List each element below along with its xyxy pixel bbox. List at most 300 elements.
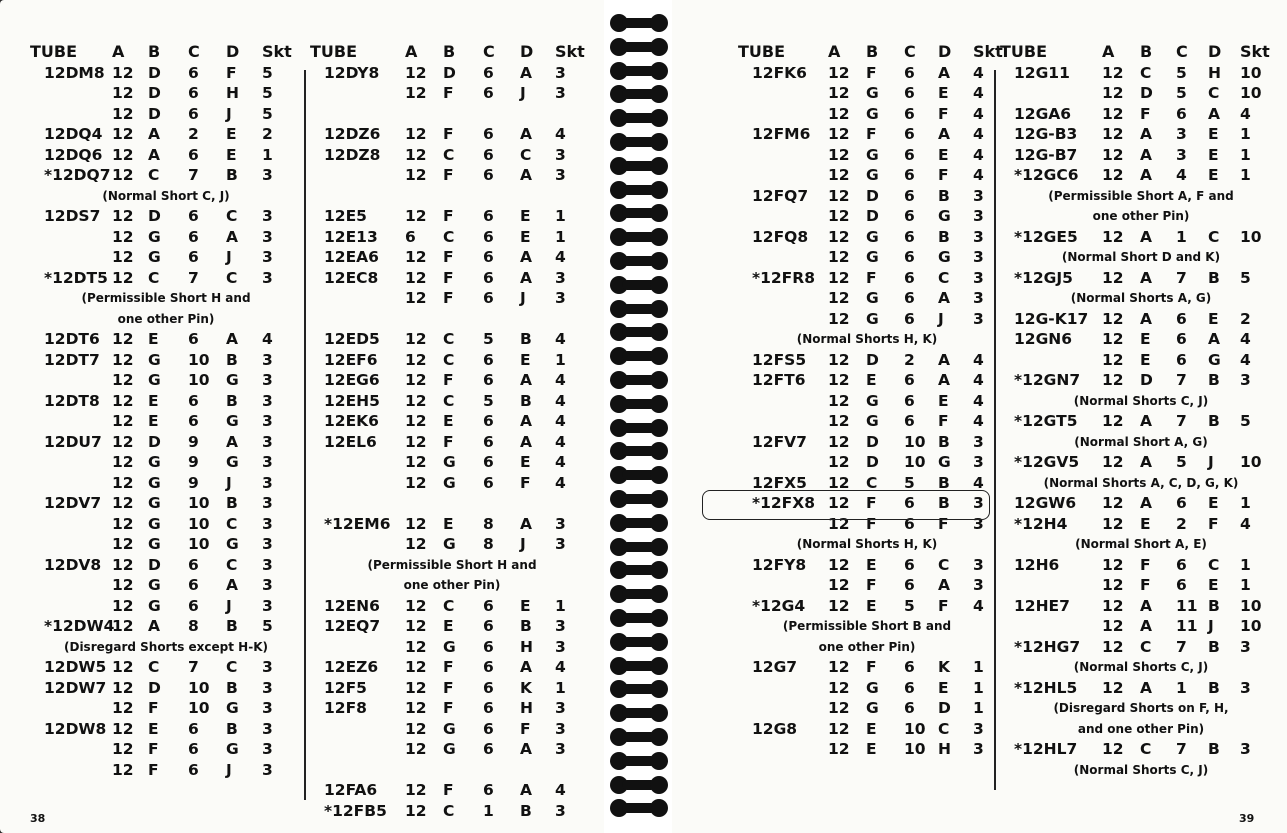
- cell-b: G: [866, 289, 879, 307]
- table-row: [310, 514, 594, 535]
- cell-d: G: [938, 248, 951, 266]
- table-row: [1000, 411, 1282, 432]
- cell-a: 12: [1102, 617, 1124, 635]
- cell-a: 12: [1102, 576, 1124, 594]
- cell-skt: 4: [973, 473, 984, 492]
- cell-a: 12: [112, 330, 134, 348]
- cell-skt: 4: [1240, 104, 1251, 123]
- table-row: [30, 227, 302, 248]
- table-row: [30, 739, 302, 760]
- cell-c: 6: [483, 596, 494, 615]
- cell-a: 12: [112, 596, 134, 615]
- cell-b: C: [443, 330, 455, 348]
- cell-d: G: [226, 453, 239, 471]
- note: (Permissible Short B and: [782, 619, 952, 633]
- cell-c: 6: [188, 145, 199, 164]
- cell-c: 6: [904, 309, 915, 328]
- cell-b: A: [1140, 145, 1152, 164]
- spacer: [310, 104, 594, 125]
- cell-b: G: [866, 248, 879, 266]
- cell-c: 7: [1176, 371, 1187, 389]
- cell-d: E: [938, 84, 949, 102]
- tube-name: *12GN7: [1014, 371, 1081, 389]
- cell-skt: 1: [1240, 494, 1251, 512]
- cell-b: G: [148, 514, 161, 533]
- cell-c: 10: [188, 514, 210, 533]
- table-row: [310, 739, 594, 760]
- cell-b: D: [148, 207, 161, 225]
- binding-hole: [650, 680, 668, 698]
- header-d: D: [520, 42, 534, 61]
- cell-skt: 5: [1240, 268, 1251, 287]
- cell-d: E: [1208, 494, 1219, 512]
- cell-c: 6: [904, 576, 915, 594]
- cell-d: C: [226, 207, 238, 225]
- cell-b: G: [443, 740, 456, 758]
- cell-b: G: [866, 166, 879, 184]
- tube-name: *12GC6: [1014, 166, 1079, 184]
- table-row: [738, 309, 996, 330]
- table-row: [310, 370, 594, 391]
- table-row: [310, 145, 594, 166]
- binding-hole: [650, 323, 668, 341]
- header-a: A: [828, 42, 841, 61]
- tube-name: 12DV8: [44, 555, 102, 574]
- binding-hole: [650, 276, 668, 294]
- header-a: A: [112, 42, 125, 61]
- cell-skt: 4: [555, 432, 566, 451]
- table-row: [1000, 350, 1282, 371]
- cell-skt: 3: [262, 207, 273, 225]
- cell-b: D: [148, 63, 161, 82]
- cell-c: 6: [483, 268, 494, 287]
- cell-c: 6: [1176, 576, 1187, 594]
- cell-b: F: [443, 432, 454, 451]
- table-row: [738, 104, 996, 125]
- cell-d: B: [520, 801, 532, 820]
- table-row: [310, 391, 594, 412]
- tube-name: 12EL6: [324, 432, 377, 451]
- cell-b: F: [443, 84, 454, 102]
- cell-skt: 1: [1240, 576, 1251, 594]
- binding-hole: [650, 609, 668, 627]
- cell-a: 12: [112, 350, 134, 369]
- note: (Normal Shorts H, K): [796, 332, 938, 346]
- tube-name: 12DZ8: [324, 145, 381, 164]
- cell-b: C: [443, 801, 455, 820]
- cell-a: 12: [405, 350, 427, 369]
- cell-d: E: [226, 125, 237, 143]
- cell-skt: 10: [1240, 227, 1262, 246]
- cell-b: A: [1140, 412, 1152, 430]
- cell-b: G: [866, 227, 879, 246]
- header-d: D: [1208, 42, 1222, 61]
- cell-a: 12: [828, 391, 850, 410]
- cell-a: 12: [405, 166, 427, 184]
- cell-c: 11: [1176, 617, 1198, 635]
- cell-a: 12: [1102, 227, 1124, 246]
- cell-d: J: [520, 535, 526, 553]
- cell-c: 2: [904, 350, 915, 369]
- cell-d: A: [520, 268, 532, 287]
- cell-a: 12: [112, 719, 134, 738]
- cell-d: H: [520, 637, 533, 656]
- cell-c: 6: [188, 207, 199, 225]
- cell-b: G: [443, 473, 456, 492]
- cell-b: A: [148, 617, 160, 635]
- cell-b: F: [866, 658, 877, 676]
- cell-skt: 3: [262, 432, 273, 451]
- cell-skt: 5: [262, 617, 273, 635]
- cell-c: 6: [188, 227, 199, 246]
- tube-name: 12F5: [324, 678, 367, 697]
- cell-c: 10: [188, 350, 210, 369]
- cell-skt: 3: [262, 699, 273, 717]
- cell-a: 12: [828, 494, 850, 512]
- cell-a: 12: [112, 555, 134, 574]
- cell-a: 12: [112, 412, 134, 430]
- table-row: [30, 493, 302, 514]
- cell-d: B: [226, 494, 238, 512]
- cell-a: 12: [1102, 350, 1124, 369]
- cell-skt: 4: [973, 166, 984, 184]
- cell-a: 12: [405, 637, 427, 656]
- cell-a: 12: [405, 432, 427, 451]
- cell-skt: 4: [1240, 350, 1251, 369]
- table-row: [310, 616, 594, 637]
- cell-b: E: [866, 596, 877, 615]
- cell-c: 6: [483, 207, 494, 225]
- cell-d: H: [1208, 63, 1221, 82]
- cell-c: 6: [483, 248, 494, 266]
- header-d: D: [938, 42, 952, 61]
- cell-d: C: [1208, 227, 1220, 246]
- binding-hole: [650, 799, 668, 817]
- cell-a: 12: [112, 391, 134, 410]
- binding-hole: [650, 466, 668, 484]
- cell-b: G: [866, 309, 879, 328]
- note: (Normal Shorts A, G): [1070, 291, 1212, 305]
- cell-skt: 1: [1240, 145, 1251, 164]
- cell-c: 6: [904, 678, 915, 697]
- cell-c: 10: [188, 678, 210, 697]
- cell-a: 12: [828, 84, 850, 102]
- cell-a: 12: [828, 678, 850, 697]
- spacer: [310, 760, 594, 781]
- note: (Normal Short D and K): [1061, 250, 1221, 264]
- cell-d: D: [938, 699, 951, 717]
- cell-b: E: [148, 412, 159, 430]
- cell-b: G: [148, 453, 161, 471]
- table-row: [1000, 83, 1282, 104]
- table-row: [310, 247, 594, 268]
- cell-b: G: [443, 453, 456, 471]
- cell-skt: 3: [262, 740, 273, 758]
- cell-a: 12: [112, 145, 134, 164]
- cell-b: C: [443, 391, 455, 410]
- cell-b: D: [866, 453, 879, 471]
- cell-c: 6: [904, 268, 915, 287]
- cell-d: G: [226, 412, 239, 430]
- cell-skt: 3: [973, 432, 984, 451]
- cell-c: 5: [1176, 453, 1187, 471]
- column-divider: [304, 70, 306, 800]
- cell-a: 12: [112, 371, 134, 389]
- cell-c: 6: [188, 248, 199, 266]
- cell-skt: 4: [555, 473, 566, 492]
- cell-c: 9: [188, 473, 199, 492]
- table-row: [310, 698, 594, 719]
- cell-skt: 3: [555, 535, 566, 553]
- cell-c: 6: [904, 514, 915, 533]
- table-row: [1000, 514, 1282, 535]
- binding-hole: [650, 752, 668, 770]
- table-row: [1000, 165, 1282, 186]
- table-row: [30, 616, 302, 637]
- cell-c: 10: [188, 535, 210, 553]
- cell-a: 12: [112, 699, 134, 717]
- cell-a: 12: [828, 166, 850, 184]
- cell-d: G: [226, 699, 239, 717]
- cell-a: 12: [1102, 104, 1124, 123]
- cell-d: C: [226, 555, 238, 574]
- cell-c: 6: [904, 248, 915, 266]
- table-row: [738, 186, 996, 207]
- cell-skt: 4: [973, 350, 984, 369]
- cell-a: 12: [112, 63, 134, 82]
- binding-hole: [650, 538, 668, 556]
- table-row: [1000, 227, 1282, 248]
- table-row: [30, 657, 302, 678]
- cell-skt: 1: [1240, 555, 1251, 574]
- cell-d: J: [226, 104, 232, 123]
- cell-c: 10: [904, 719, 926, 738]
- tube-name: *12HL5: [1014, 678, 1078, 697]
- cell-c: 5: [483, 391, 494, 410]
- cell-skt: 4: [973, 596, 984, 615]
- cell-c: 6: [904, 391, 915, 410]
- cell-d: F: [938, 166, 949, 184]
- cell-skt: 3: [262, 760, 273, 779]
- header-skt: Skt: [1240, 42, 1270, 61]
- tube-name: 12DQ4: [44, 125, 103, 143]
- tube-name: 12GN6: [1014, 330, 1073, 348]
- cell-b: G: [148, 494, 161, 512]
- cell-c: 6: [904, 207, 915, 225]
- cell-skt: 3: [973, 494, 984, 512]
- binding-hole: [650, 490, 668, 508]
- cell-a: 12: [405, 453, 427, 471]
- cell-b: A: [1140, 617, 1152, 635]
- cell-b: G: [866, 699, 879, 717]
- table-row: [738, 698, 996, 719]
- cell-c: 6: [483, 371, 494, 389]
- cell-c: 6: [483, 412, 494, 430]
- cell-b: F: [1140, 555, 1151, 574]
- cell-a: 12: [112, 268, 134, 287]
- cell-a: 12: [112, 125, 134, 143]
- cell-b: F: [443, 699, 454, 717]
- cell-c: 10: [904, 453, 926, 471]
- cell-d: A: [520, 781, 532, 799]
- cell-a: 12: [112, 678, 134, 697]
- binding-hole: [650, 252, 668, 270]
- table-row: [738, 575, 996, 596]
- table-row: [30, 329, 302, 350]
- tube-name: *12FB5: [324, 801, 387, 820]
- cell-a: 12: [405, 145, 427, 164]
- cell-a: 12: [405, 207, 427, 225]
- cell-d: C: [938, 268, 950, 287]
- cell-a: 12: [112, 514, 134, 533]
- cell-skt: 4: [555, 125, 566, 143]
- cell-d: A: [1208, 330, 1220, 348]
- header-c: C: [1176, 42, 1188, 61]
- cell-b: G: [148, 596, 161, 615]
- cell-a: 12: [828, 289, 850, 307]
- cell-a: 12: [405, 596, 427, 615]
- cell-skt: 3: [262, 514, 273, 533]
- cell-d: E: [938, 678, 949, 697]
- cell-d: B: [226, 166, 238, 184]
- cell-d: A: [226, 330, 238, 348]
- tube-name: 12DT8: [44, 391, 100, 410]
- cell-skt: 4: [555, 412, 566, 430]
- table-row: [1000, 493, 1282, 514]
- cell-a: 12: [1102, 453, 1124, 471]
- cell-a: 12: [828, 309, 850, 328]
- cell-d: B: [1208, 268, 1220, 287]
- cell-c: 7: [1176, 412, 1187, 430]
- cell-d: A: [520, 658, 532, 676]
- cell-c: 9: [188, 432, 199, 451]
- cell-skt: 3: [262, 494, 273, 512]
- binding-hole: [650, 38, 668, 56]
- table-row: [30, 514, 302, 535]
- cell-b: E: [1140, 330, 1151, 348]
- cell-c: 6: [483, 63, 494, 82]
- cell-d: F: [938, 412, 949, 430]
- note: one other Pin): [117, 311, 215, 326]
- cell-c: 6: [483, 453, 494, 471]
- note: (Normal Shorts A, C, D, G, K): [1043, 475, 1239, 490]
- note: (Normal Short C, J): [102, 188, 230, 203]
- table-row: [310, 350, 594, 371]
- tube-name: *12DW4: [44, 617, 115, 635]
- cell-a: 12: [1102, 145, 1124, 164]
- cell-d: C: [938, 719, 950, 738]
- cell-a: 12: [405, 699, 427, 717]
- cell-a: 12: [112, 494, 134, 512]
- cell-skt: 3: [973, 719, 984, 738]
- cell-b: A: [1140, 227, 1152, 246]
- cell-d: A: [520, 740, 532, 758]
- cell-skt: 2: [262, 125, 273, 143]
- cell-b: G: [866, 145, 879, 164]
- cell-b: D: [866, 186, 879, 205]
- cell-b: G: [443, 637, 456, 656]
- cell-b: C: [1140, 637, 1152, 656]
- header-row: [1000, 42, 1282, 63]
- note: (Permissible Short H and: [81, 291, 251, 305]
- table-row: [30, 104, 302, 125]
- cell-a: 12: [405, 473, 427, 492]
- cell-a: 12: [828, 432, 850, 451]
- cell-c: 6: [904, 186, 915, 205]
- table-row: [30, 760, 302, 781]
- cell-c: 6: [904, 166, 915, 184]
- cell-d: A: [520, 63, 532, 82]
- tube-name: *12H4: [1014, 514, 1068, 533]
- cell-b: C: [148, 268, 160, 287]
- tube-name: 12DW5: [44, 658, 107, 676]
- header-b: B: [866, 42, 879, 61]
- cell-b: F: [866, 63, 877, 82]
- cell-d: B: [938, 227, 950, 246]
- cell-skt: 3: [555, 145, 566, 164]
- cell-c: 1: [1176, 227, 1187, 246]
- cell-d: A: [520, 432, 532, 451]
- tube-name: *12GV5: [1014, 453, 1080, 471]
- cell-skt: 4: [973, 125, 984, 143]
- cell-skt: 5: [1240, 412, 1251, 430]
- table-row: [1000, 555, 1282, 576]
- cell-a: 12: [828, 186, 850, 205]
- cell-skt: 3: [262, 412, 273, 430]
- cell-c: 6: [904, 658, 915, 676]
- tube-name: 12FY8: [752, 555, 807, 574]
- cell-c: 7: [188, 268, 199, 287]
- table-row: [738, 63, 996, 84]
- cell-b: F: [866, 125, 877, 143]
- header-tube: TUBE: [310, 42, 358, 61]
- tube-column-1: [30, 42, 302, 780]
- cell-d: A: [226, 576, 238, 594]
- cell-b: G: [866, 84, 879, 102]
- table-row: [310, 227, 594, 248]
- left-page: [0, 0, 604, 833]
- note: (Normal Short A, G): [1074, 434, 1208, 449]
- cell-b: D: [866, 432, 879, 451]
- tube-name: 12G8: [752, 719, 798, 738]
- header-c: C: [483, 42, 495, 61]
- table-row: [30, 719, 302, 740]
- cell-b: A: [1140, 125, 1152, 143]
- cell-b: C: [148, 166, 160, 184]
- cell-b: E: [148, 330, 159, 348]
- table-row: [30, 124, 302, 145]
- table-row: [738, 83, 996, 104]
- note: (Disregard Shorts except H-K): [64, 639, 268, 654]
- cell-d: F: [520, 473, 531, 492]
- tube-name: 12DT7: [44, 350, 100, 369]
- binding-hole: [650, 561, 668, 579]
- cell-skt: 1: [555, 350, 566, 369]
- tube-name: 12ED5: [324, 330, 380, 348]
- cell-d: A: [226, 432, 238, 451]
- cell-c: 6: [483, 719, 494, 738]
- tube-name: 12EG6: [324, 371, 380, 389]
- tube-name: *12HG7: [1014, 637, 1081, 656]
- cell-skt: 3: [555, 63, 566, 82]
- cell-skt: 3: [555, 801, 566, 820]
- cell-d: B: [938, 494, 950, 512]
- tube-name: 12G11: [1014, 63, 1070, 82]
- cell-skt: 3: [555, 719, 566, 738]
- cell-c: 6: [188, 576, 199, 594]
- cell-b: D: [148, 555, 161, 574]
- cell-d: C: [226, 514, 238, 533]
